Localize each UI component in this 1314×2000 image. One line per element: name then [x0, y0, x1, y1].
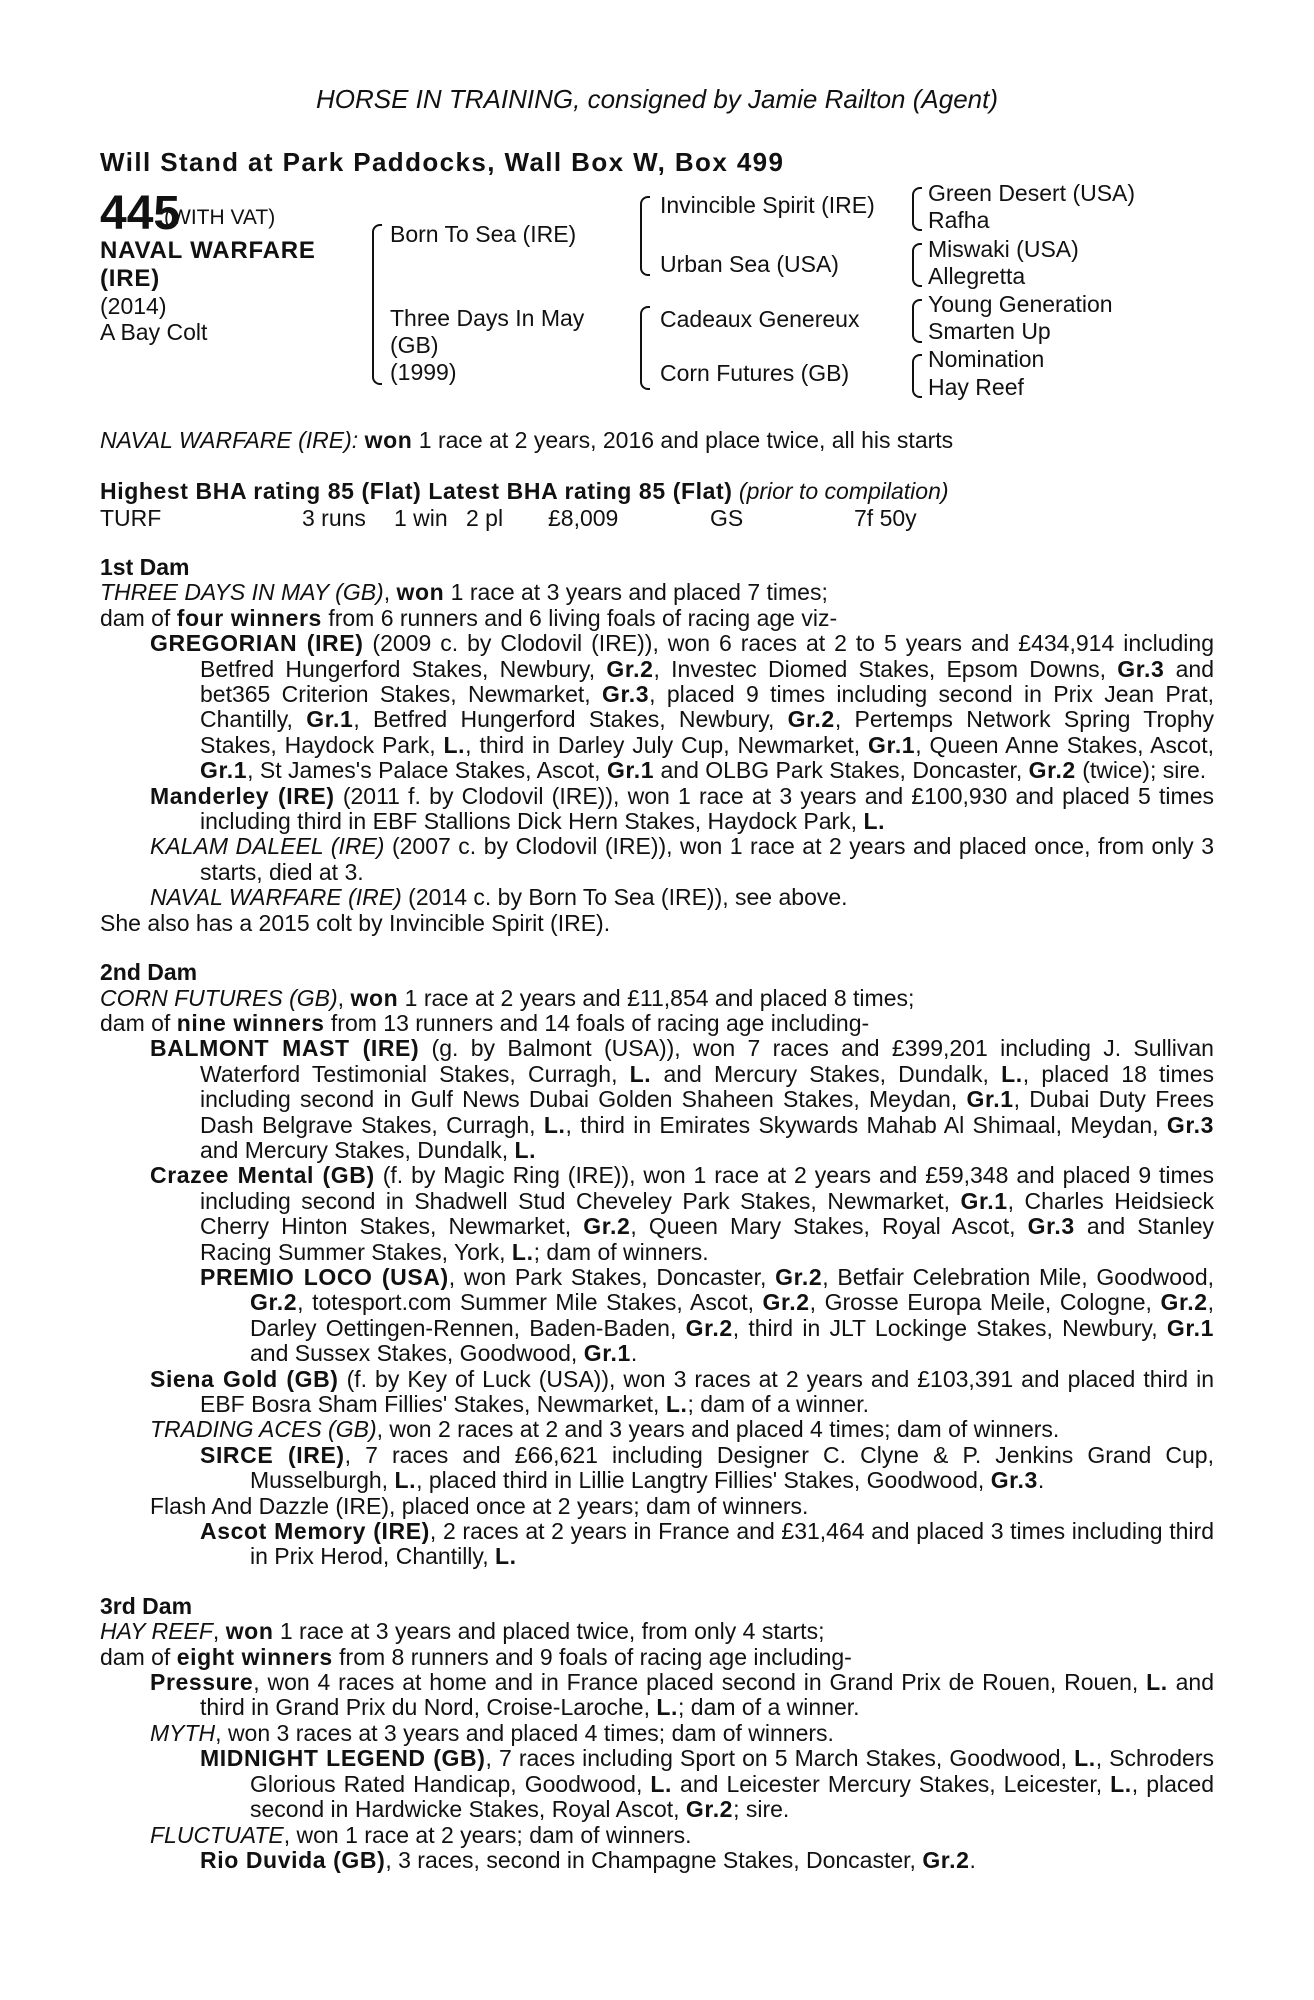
produce-entry-pressure	[100, 1670, 1214, 1721]
produce-rest: from 6 runners and 6 living foals of racing age viz-	[321, 604, 838, 631]
first-dam-name: THREE DAYS IN MAY (GB)	[100, 579, 384, 606]
entry-text: (2009 c. by Clodovil (IRE)), won 6 races at 2 to 5 years and £434,914 including Betfred Hungerford Stakes, Newbury,	[200, 630, 1214, 682]
record-going: GS	[710, 505, 744, 531]
produce-entry-fluctuate	[100, 1823, 1214, 1848]
sire-line-brace	[640, 196, 650, 276]
grade: Gr.2	[762, 1289, 810, 1316]
grade: Gr.1	[966, 1086, 1014, 1113]
rating-note: (prior to compilation)	[732, 478, 949, 504]
listed: L.	[863, 808, 886, 835]
entry-name: SIRCE (IRE)	[200, 1441, 345, 1468]
entry-text: and Stanley Racing Summer Stakes, York,	[200, 1213, 1214, 1265]
first-dam-also: She also has a 2015 colt by Invincible Spirit (IRE).	[100, 909, 611, 936]
produce-entry-trading-aces	[100, 1417, 1214, 1442]
entry-name: FLUCTUATE	[150, 1821, 284, 1848]
entry-text: , Grosse Europa Meile, Cologne,	[809, 1289, 1161, 1316]
pedigree-dam-dam: Corn Futures (GB)	[660, 360, 850, 386]
record-places: 2 pl	[466, 505, 504, 531]
grade: Gr.2	[685, 1314, 733, 1341]
produce-rest: from 13 runners and 14 foals of racing age including-	[324, 1009, 870, 1036]
dam-sections	[100, 555, 1214, 1873]
listed: L.	[629, 1060, 652, 1087]
gg-brace-2	[912, 243, 922, 287]
entry-text: ; dam of a winner.	[687, 1391, 869, 1417]
second-dam-line	[100, 986, 1214, 1011]
entry-text: , 3 races, second in Champagne Stakes, Doncaster,	[385, 1846, 923, 1873]
first-dam-won: won	[396, 579, 445, 606]
entry-text: .	[1037, 1467, 1045, 1494]
grade: Gr.2	[1160, 1289, 1208, 1316]
listed: L.	[495, 1543, 517, 1570]
third-dam-record: 1 race at 3 years and placed twice, from only 4 starts;	[273, 1618, 825, 1645]
entry-text: , third in Emirates Skywards Mahab Al Shimaal, Meydan,	[565, 1111, 1167, 1138]
entry-text: , Pertemps Network Spring Trophy Stakes, Haydock Park,	[200, 706, 1214, 758]
pedigree-gg-4: Allegretta	[928, 263, 1026, 289]
grade: Gr.2	[685, 1796, 734, 1823]
entry-text: and third in Grand Prix du Nord, Croise-Laroche,	[200, 1669, 1215, 1721]
entry-text: and Mercury Stakes, Dundalk,	[651, 1060, 1002, 1087]
entry-name: BALMONT MAST (IRE)	[150, 1035, 420, 1062]
entry-name: Rio Duvida (GB)	[200, 1846, 386, 1873]
pedigree-sire-sire: Invincible Spirit (IRE)	[660, 192, 875, 218]
record-runs: 3 runs	[302, 505, 366, 531]
grade: Gr.3	[1027, 1213, 1075, 1240]
grade: Gr.2	[250, 1289, 298, 1316]
entry-text: , Schroders Glorious Rated Handicap, Goodwood,	[250, 1745, 1214, 1797]
entry-text: , placed 9 times including second in Prix Jean Prat, Chantilly,	[200, 681, 1214, 733]
entry-name: MYTH	[150, 1719, 216, 1746]
first-dam-line	[100, 580, 1214, 605]
produce-entry-kalam-daleel	[100, 834, 1214, 885]
grade: Gr.1	[583, 1340, 631, 1367]
record-surface: TURF	[100, 505, 162, 531]
gg-brace-1	[912, 187, 922, 231]
second-dam-record: 1 race at 2 years and £11,854 and placed 8 times;	[398, 984, 915, 1011]
produce-entry-balmont-mast	[100, 1036, 1214, 1163]
entry-text: and OLBG Park Stakes, Doncaster,	[654, 757, 1029, 784]
pedigree-gg-1: Green Desert (USA)	[928, 180, 1136, 206]
produce-entry-premio-loco	[100, 1265, 1214, 1367]
listed: L.	[650, 1770, 673, 1797]
grade: Gr.2	[583, 1213, 631, 1240]
pedigree-gg-5: Young Generation	[928, 291, 1113, 317]
pedigree-gg-3: Miswaki (USA)	[928, 236, 1079, 262]
entry-name: TRADING ACES (GB)	[150, 1416, 377, 1443]
entry-text: , won Park Stakes, Doncaster,	[448, 1263, 776, 1290]
entry-text: (f. by Magic Ring (IRE)), won 1 race at 2 years and £59,348 and placed 9 times including second in Shadwell Stud Cheveley Park Stakes, Newmarket,	[200, 1162, 1214, 1214]
produce-prefix: dam of	[100, 604, 177, 631]
produce-entry-sirce	[100, 1443, 1214, 1494]
dam-line-brace	[640, 306, 650, 390]
lot-number: 445	[100, 187, 181, 240]
third-dam-name: HAY REEF	[100, 1618, 213, 1645]
entry-text: , 7 races including Sport on 5 March Stakes, Goodwood,	[485, 1745, 1075, 1772]
entry-text: and Sussex Stakes, Goodwood,	[250, 1340, 584, 1367]
entry-text: (2011 f. by Clodovil (IRE)), won 1 race at 3 years and £100,930 and placed 5 times including third in EBF Stallions Dick Hern Stakes, Haydock Park,	[200, 782, 1214, 835]
grade: Gr.1	[306, 706, 354, 733]
entry-name: Manderley (IRE)	[150, 782, 335, 809]
pedigree-dam-suffix: (GB)	[390, 332, 439, 358]
produce-entry-midnight-legend	[100, 1746, 1214, 1822]
listed: L.	[1110, 1770, 1132, 1797]
produce-winners: four winners	[176, 604, 322, 631]
listed: L.	[665, 1391, 688, 1417]
pedigree-sire: Born To Sea (IRE)	[390, 221, 577, 247]
produce-entry-ascot-memory	[100, 1519, 1214, 1570]
pedigree-gg-7: Nomination	[928, 346, 1045, 372]
entry-text: , placed third in Lillie Langtry Fillies' Stakes, Goodwood,	[416, 1467, 991, 1494]
grade: Gr.2	[606, 655, 654, 682]
horse-year: (2014)	[100, 293, 167, 319]
pedigree-gg-8: Hay Reef	[928, 374, 1024, 400]
entry-text: ; sire.	[733, 1796, 790, 1823]
grade: Gr.3	[602, 681, 650, 708]
stand-location: Will Stand at Park Paddocks, Wall Box W, Box 499	[100, 147, 785, 177]
grade: Gr.2	[775, 1263, 823, 1290]
entry-text: and bet365 Criterion Stakes, Newmarket,	[200, 655, 1214, 708]
horse-description: A Bay Colt	[100, 319, 208, 345]
entry-text: , third in Darley July Cup, Newmarket,	[465, 731, 869, 758]
grade: Gr.3	[1117, 655, 1165, 682]
listed: L.	[511, 1238, 534, 1265]
second-dam-produce	[100, 1011, 1214, 1036]
listed: L.	[543, 1111, 566, 1138]
listed: L.	[1146, 1669, 1168, 1696]
entry-text: , placed second in Hardwicke Stakes, Royal Ascot,	[250, 1770, 1214, 1823]
entry-text: , Queen Anne Stakes, Ascot,	[915, 731, 1214, 758]
record-prize: £8,009	[548, 505, 619, 531]
entry-name: Pressure	[150, 1669, 254, 1696]
listed: L.	[394, 1467, 417, 1494]
entry-text: , Betfred Hungerford Stakes, Newbury,	[353, 706, 788, 733]
produce-entry-gregorian	[100, 631, 1214, 783]
entry-name: NAVAL WARFARE (IRE)	[150, 884, 402, 911]
entry-text: (twice); sire.	[1075, 757, 1207, 784]
entry-text: Flash And Dazzle (IRE), placed once at 2 years; dam of winners.	[150, 1492, 809, 1519]
entry-text: (2014 c. by Born To Sea (IRE)), see above.	[401, 884, 848, 911]
third-dam-sep: ,	[212, 1618, 226, 1645]
entry-text: , won 2 races at 2 and 3 years and placed 4 times; dam of winners.	[376, 1416, 1060, 1443]
catalogue-header: HORSE IN TRAINING, consigned by Jamie Railton (Agent)	[315, 84, 999, 114]
entry-text: , Queen Mary Stakes, Royal Ascot,	[630, 1213, 1028, 1240]
entry-text: , Investec Diomed Stakes, Epsom Downs,	[653, 655, 1118, 682]
entry-name: MIDNIGHT LEGEND (GB)	[200, 1745, 486, 1772]
second-dam-won: won	[350, 984, 399, 1011]
rating-line	[100, 479, 1214, 504]
entry-text: .	[630, 1340, 638, 1367]
third-dam-heading: 3rd Dam	[100, 1592, 193, 1619]
produce-entry-naval-warfare	[100, 885, 1214, 910]
entry-text: , 7 races and £66,621 including Designer C. Clyne & P. Jenkins Grand Cup, Musselburgh,	[250, 1441, 1214, 1494]
pedigree-dam-year: (1999)	[390, 359, 457, 385]
second-dam-sep: ,	[337, 984, 351, 1011]
produce-entry-rio-duvida	[100, 1848, 1214, 1873]
entry-text: and Leicester Mercury Stakes, Leicester,	[672, 1770, 1111, 1797]
section-gap	[100, 936, 1214, 960]
produce-entry-crazee-mental	[100, 1163, 1214, 1265]
listed: L.	[514, 1136, 537, 1163]
pedigree-dam-sire: Cadeaux Genereux	[660, 306, 860, 332]
pedigree-dam: Three Days In May	[390, 305, 585, 331]
vat-note: (WITH VAT)	[164, 206, 276, 229]
horse-name-suffix: (IRE)	[100, 265, 160, 292]
entry-name: Siena Gold (GB)	[150, 1365, 339, 1392]
entry-text: , Betfair Celebration Mile, Goodwood,	[822, 1263, 1214, 1290]
bha-rating: Highest BHA rating 85 (Flat) Latest BHA rating 85 (Flat)	[100, 478, 733, 504]
first-dam-record: 1 race at 3 years and placed 7 times;	[444, 579, 828, 606]
entry-text: , Dubai Duty Frees Dash Belgrave Stakes, Curragh,	[200, 1086, 1214, 1138]
produce-rest: from 8 runners and 9 foals of racing age including-	[332, 1643, 852, 1670]
entry-text: , won 4 races at home and in France placed second in Grand Prix de Rouen, Rouen,	[253, 1669, 1147, 1696]
summary-horse-name: NAVAL WARFARE (IRE):	[100, 427, 359, 453]
pedigree-gg-2: Rafha	[928, 207, 990, 233]
pedigree-sire-dam: Urban Sea (USA)	[660, 251, 839, 277]
listed: L.	[443, 731, 466, 758]
summary-won: won	[364, 427, 413, 453]
entry-text: and Mercury Stakes, Dundalk,	[200, 1136, 515, 1163]
entry-name: KALAM DALEEL (IRE)	[150, 833, 385, 860]
first-dam-sep: ,	[383, 579, 397, 606]
grade: Gr.3	[990, 1467, 1038, 1494]
produce-winners: eight winners	[176, 1643, 333, 1670]
grade: Gr.1	[960, 1187, 1008, 1214]
entry-text: , placed 18 times including second in Gulf News Dubai Golden Shaheen Stakes, Meydan,	[200, 1060, 1214, 1113]
listed: L.	[1074, 1745, 1096, 1772]
entry-name: Ascot Memory (IRE)	[200, 1518, 430, 1545]
gg-brace-4	[912, 354, 922, 398]
produce-entry-siena-gold	[100, 1367, 1214, 1418]
produce-prefix: dam of	[100, 1643, 177, 1670]
pedigree-gg-6: Smarten Up	[928, 318, 1051, 344]
grade: Gr.1	[868, 731, 916, 758]
entry-name: PREMIO LOCO (USA)	[200, 1263, 449, 1290]
entry-text: , third in JLT Lockinge Stakes, Newbury,	[732, 1314, 1167, 1341]
second-dam-heading: 2nd Dam	[100, 959, 198, 986]
entry-text: , won 1 race at 2 years; dam of winners.	[283, 1821, 692, 1848]
entry-name: GREGORIAN (IRE)	[150, 630, 364, 657]
third-dam-produce	[100, 1645, 1214, 1670]
grade: Gr.2	[1028, 757, 1076, 784]
first-dam-produce	[100, 606, 1214, 631]
entry-text: , totesport.com Summer Mile Stakes, Ascot,	[297, 1289, 763, 1316]
summary-record: 1 race at 2 years, 2016 and place twice, all his starts	[412, 427, 954, 453]
produce-prefix: dam of	[100, 1009, 177, 1036]
produce-entry-manderley	[100, 784, 1214, 835]
entry-text: ; dam of a winner.	[678, 1694, 860, 1721]
listed: L.	[1001, 1060, 1023, 1087]
entry-text: (2007 c. by Clodovil (IRE)), won 1 race at 2 years and placed once, from only 3 starts, died at 3.	[200, 833, 1214, 885]
race-summary	[100, 428, 1214, 453]
entry-text: , won 3 races at 3 years and placed 4 times; dam of winners.	[215, 1719, 834, 1746]
grade: Gr.3	[1166, 1111, 1215, 1138]
entry-text: .	[969, 1846, 976, 1873]
horse-name: NAVAL WARFARE	[100, 237, 316, 264]
third-dam-line	[100, 1619, 1214, 1644]
sire-dam-brace	[372, 224, 382, 385]
gg-brace-3	[912, 299, 922, 343]
grade: Gr.1	[1166, 1314, 1214, 1341]
entry-text: , St James's Palace Stakes, Ascot,	[247, 757, 607, 784]
section-gap	[100, 1570, 1214, 1594]
entry-text: , Charles Heidsieck Cherry Hinton Stakes, Newmarket,	[200, 1187, 1214, 1240]
produce-entry-flash-and-dazzle	[100, 1494, 1214, 1519]
first-dam-heading: 1st Dam	[100, 554, 190, 580]
second-dam-name: CORN FUTURES (GB)	[100, 984, 338, 1011]
record-wins: 1 win	[394, 505, 448, 531]
third-dam-won: won	[225, 1618, 274, 1645]
entry-text: (g. by Balmont (USA)), won 7 races and £399,201 including J. Sullivan Waterford Testimonial Stakes, Curragh,	[200, 1035, 1214, 1087]
produce-entry-myth	[100, 1721, 1214, 1746]
entry-text: (f. by Key of Luck (USA)), won 3 races at 2 years and £103,391 and placed third in EBF Bosra Sham Fillies' Stakes, Newmarket,	[200, 1365, 1214, 1417]
entry-name: Crazee Mental (GB)	[150, 1162, 375, 1189]
record-distance: 7f 50y	[854, 505, 917, 531]
entry-text: , Darley Oettingen-Rennen, Baden-Baden,	[250, 1289, 1214, 1341]
entry-text: ; dam of winners.	[533, 1238, 709, 1265]
entry-text: , 2 races at 2 years in France and £31,464 and placed 3 times including third in Prix Herod, Chantilly,	[250, 1518, 1214, 1570]
listed: L.	[656, 1694, 679, 1721]
grade: Gr.1	[200, 757, 248, 784]
produce-winners: nine winners	[176, 1009, 325, 1036]
grade: Gr.2	[787, 706, 835, 733]
grade: Gr.1	[606, 757, 655, 784]
grade: Gr.2	[922, 1846, 970, 1873]
